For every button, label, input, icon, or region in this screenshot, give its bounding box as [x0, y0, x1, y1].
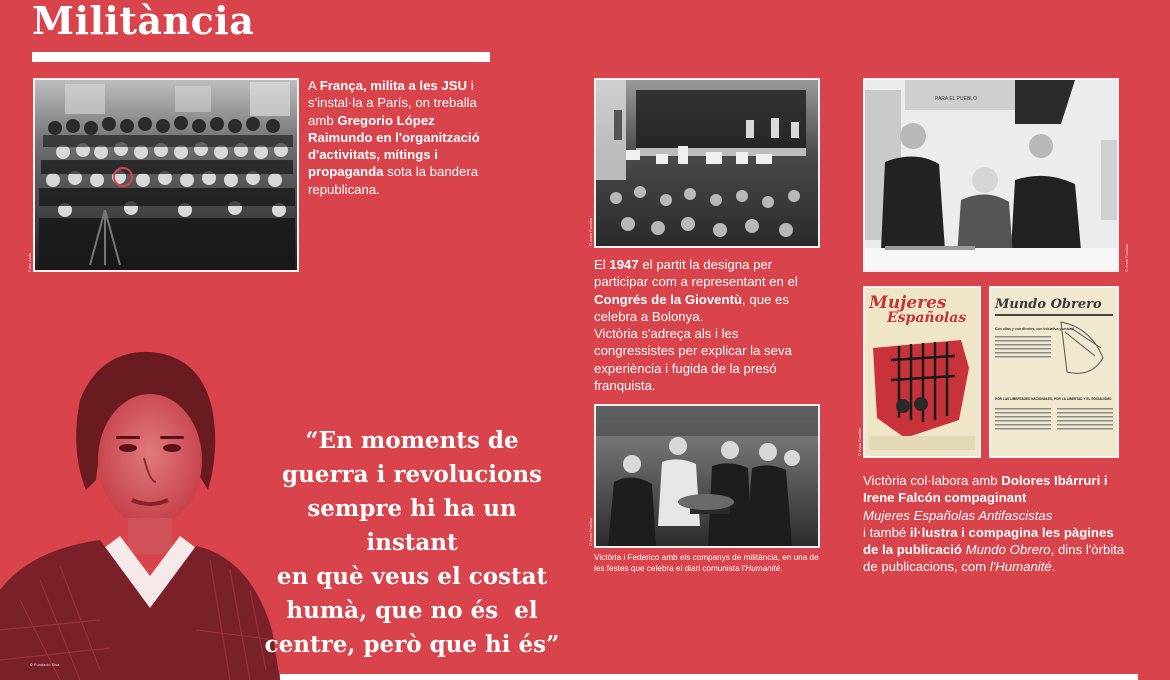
congress-photo-credit: © Arxiu Familiar	[588, 217, 593, 246]
mundo-obrero-image	[991, 288, 1117, 456]
victoria-quote	[262, 424, 562, 662]
victoria-portrait	[0, 330, 280, 680]
mujeres-title-line-2: Españolas	[887, 310, 967, 326]
festival-photo-credit: © Arxiu Familiar	[588, 517, 593, 546]
meeting-poster-text: PARA EL PUEBLO	[935, 96, 977, 102]
page-title: Militància	[32, 0, 255, 43]
portrait-credit: © Fundació Sisa	[30, 662, 60, 667]
mundo-obrero-subhead: Con uñas y con dientes, con iniciativa y unidad	[995, 327, 1074, 331]
meeting-image	[865, 80, 1117, 270]
jsu-photo-credit: Foto: Arxiu	[27, 252, 32, 272]
france-paragraph: A França, milita a les JSU i s'instal·la a París, on treballa amb Gregorio López Raimundo en l'organització d'activitats, mítings i propaganda sota la bandera republicana.	[308, 78, 480, 197]
congress-image	[596, 80, 818, 246]
mundo-obrero-headline: POR LAS LIBERTADES NACIONALES, POR LA LIBERTAD Y EL SOCIALISMO	[995, 397, 1112, 401]
quote-line-5: humà, que no és el	[286, 597, 538, 624]
mundo-obrero-cover	[989, 286, 1119, 458]
festival-image	[596, 406, 818, 546]
bottom-rule	[280, 674, 1138, 680]
mujeres-cover-image	[865, 288, 979, 456]
quote-line-3: sempre hi ha un instant	[307, 495, 517, 556]
festival-caption: Victòria i Federico amb els companys de militància, en una de les festes que celebra el diari comunista l'Humanité.	[594, 553, 819, 573]
mujeres-espanolas-cover	[863, 286, 981, 458]
magazines-credit: © Arxiu Familiar	[857, 427, 862, 456]
dolores-paragraph: Victòria col·labora amb Dolores Ibárruri i Irene Falcón compaginant Mujeres Españolas Antifascistas i també il·lustra i compagina les pàgines de la publicació Mundo Obrero, dins l'òrbita de publicacions, com l'Humanité.	[863, 473, 1125, 575]
festival-photo	[594, 404, 820, 548]
mujeres-title-line-1: Mujeres	[869, 293, 947, 313]
meeting-photo	[863, 78, 1119, 272]
congress-photo	[594, 78, 820, 248]
mundo-obrero-title: Mundo Obrero	[995, 297, 1102, 312]
jsu-group-photo	[33, 78, 299, 272]
congress-paragraph: El 1947 el partit la designa per participar com a representant en el Congrés de la Gioventù, que es celebra a Bolonya. Victòria s'adreça als i les congressistes per explicar la seva experiència i fugida de la presó franquista.	[594, 257, 798, 394]
quote-line-4: en què veus el costat	[276, 563, 548, 590]
quote-line-1: “En moments de	[305, 427, 519, 454]
quote-line-6: centre, però que hi és”	[264, 631, 560, 658]
meeting-photo-credit: © Arxiu Familiar	[1124, 243, 1129, 272]
title-underline	[32, 52, 490, 62]
jsu-group-image	[35, 80, 297, 270]
quote-line-2: guerra i revolucions	[282, 461, 542, 488]
